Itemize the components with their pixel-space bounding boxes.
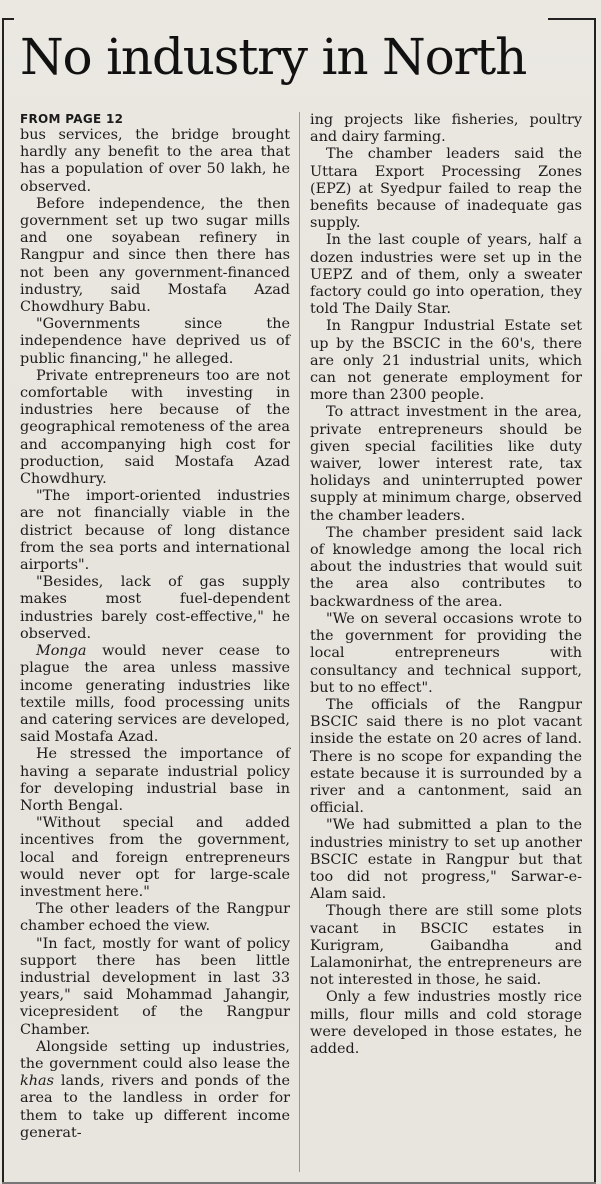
paragraph — [20, 746, 290, 815]
paragraph — [20, 488, 290, 574]
paragraph — [20, 901, 290, 935]
right-column — [310, 112, 582, 1058]
headline: No industry in North — [20, 28, 527, 86]
paragraph-text: The chamber president said lack of knowledge among the local rich about the industries that would suit the area also contributes to backwardness of the area. — [310, 524, 582, 610]
paragraph — [20, 815, 290, 901]
paragraph-text: Private entrepreneurs too are not comfortable with investing in industries here because of the geographical remoteness of the area and accompanying high cost for production, said Mostafa Azad Chowdhury. — [20, 367, 290, 488]
continued-from-label: FROM PAGE 12 — [20, 112, 124, 126]
frame-rule-top-right — [548, 18, 596, 20]
paragraph — [20, 316, 290, 368]
italic-term: Monga — [36, 643, 87, 660]
paragraph — [20, 368, 290, 488]
paragraph — [310, 697, 582, 817]
paragraph-text: "Without special and added incentives from the government, local and foreign entrepreneurs would never opt for large-scale investment here." — [20, 815, 290, 900]
paragraph — [20, 196, 290, 316]
paragraph-text: lands, rivers and ponds of the area to the landless in order for them to take up different income generat- — [20, 1073, 290, 1141]
paragraph — [310, 817, 582, 903]
frame-rule-left — [2, 18, 4, 1184]
left-column — [20, 112, 290, 1142]
paragraph-text: To attract investment in the area, private entrepreneurs should be given special facilities like duty waiver, lower interest rate, tax holidays and uninterrupted power supply at minimum charge, observed the chamber leaders. — [310, 404, 582, 524]
paragraph — [20, 643, 290, 746]
paragraph-text: The officials of the Rangpur BSCIC said there is no plot vacant inside the estate on 20 acres of land. There is no scope for expanding the estate because it is surrounded by a river and a cantonment, said an official. — [310, 696, 582, 817]
paragraph-text: "We had submitted a plan to the industries ministry to set up another BSCIC estate in Rangpur but that too did not progress," Sarwar-e- Alam said. — [310, 817, 582, 903]
paragraph — [20, 936, 290, 1039]
paragraph — [310, 146, 582, 232]
left-column-body — [20, 127, 290, 1142]
paragraph-text: "Besides, lack of gas supply makes most fuel-dependent industries barely cost-effective," he observed. — [20, 574, 290, 642]
paragraph — [20, 127, 290, 196]
paragraph-text: The other leaders of the Rangpur chamber echoed the view. — [20, 901, 290, 935]
paragraph-text: "Governments since the independence have deprived us of public financing," he alleged. — [20, 316, 290, 367]
paragraph-text: "The import-oriented industries are not financially viable in the district because of long distance from the sea ports and international airports". — [20, 488, 290, 574]
paragraph-text: "We on several occasions wrote to the government for providing the local entrepreneurs with consultancy and technical support, but to no effect". — [310, 610, 582, 696]
paragraph-text: would never cease to plague the area unless massive income generating industries like textile mills, food processing units and catering services are developed, said Mostafa Azad. — [20, 643, 290, 746]
paragraph — [20, 1039, 290, 1142]
paragraph-text: Alongside setting up industries, the government could also lease the — [20, 1038, 290, 1072]
paragraph — [20, 574, 290, 643]
paragraph-text: Though there are still some plots vacant in BSCIC estates in Kurigram, Gaibandha and Lalamonirhat, the entrepreneurs are not interested in those, he said. — [310, 903, 582, 989]
paragraph — [310, 903, 582, 989]
italic-term: khas — [20, 1073, 54, 1090]
paragraph — [310, 525, 582, 611]
paragraph-text: In Rangpur Industrial Estate set up by the BSCIC in the 60's, there are only 21 industrial units, which can not generate employment for more than 2300 people. — [310, 318, 582, 404]
frame-rule-right — [594, 18, 596, 1184]
paragraph-text: He stressed the importance of having a separate industrial policy for developing industrial base in North Bengal. — [20, 746, 290, 814]
paragraph-text: Before independence, the then government set up two sugar mills and one soyabean refinery in Rangpur and since then there has not been any government-financed industry, said Mostafa Azad Chowdhury Babu. — [20, 195, 290, 316]
paragraph-text: Only a few industries mostly rice mills, flour mills and cold storage were developed in those estates, he added. — [310, 989, 582, 1057]
paragraph — [310, 989, 582, 1058]
paragraph-text: "In fact, mostly for want of policy support there has been little industrial development in last 33 years," said Mohammad Jahangir, vicepresident of the Rangpur Chamber. — [20, 935, 290, 1038]
paragraph-text: bus services, the bridge brought hardly any benefit to the area that has a population of over 50 lakh, he observed. — [20, 127, 290, 195]
frame-rule-top-left — [2, 18, 14, 20]
paragraph — [310, 318, 582, 404]
paragraph — [310, 611, 582, 697]
right-column-body — [310, 112, 582, 1058]
paragraph — [310, 232, 582, 318]
paragraph — [310, 112, 582, 146]
paragraph-text: The chamber leaders said the Uttara Export Processing Zones (EPZ) at Syedpur failed to reap the benefits because of inadequate gas supply. — [310, 146, 582, 232]
column-divider — [299, 112, 300, 1172]
paragraph-text: In the last couple of years, half a dozen industries were set up in the UEPZ and of them, only a sweater factory could go into operation, they told The Daily Star. — [310, 232, 582, 318]
paragraph-text: ing projects like fisheries, poultry and dairy farming. — [310, 112, 582, 146]
paragraph — [310, 404, 582, 524]
